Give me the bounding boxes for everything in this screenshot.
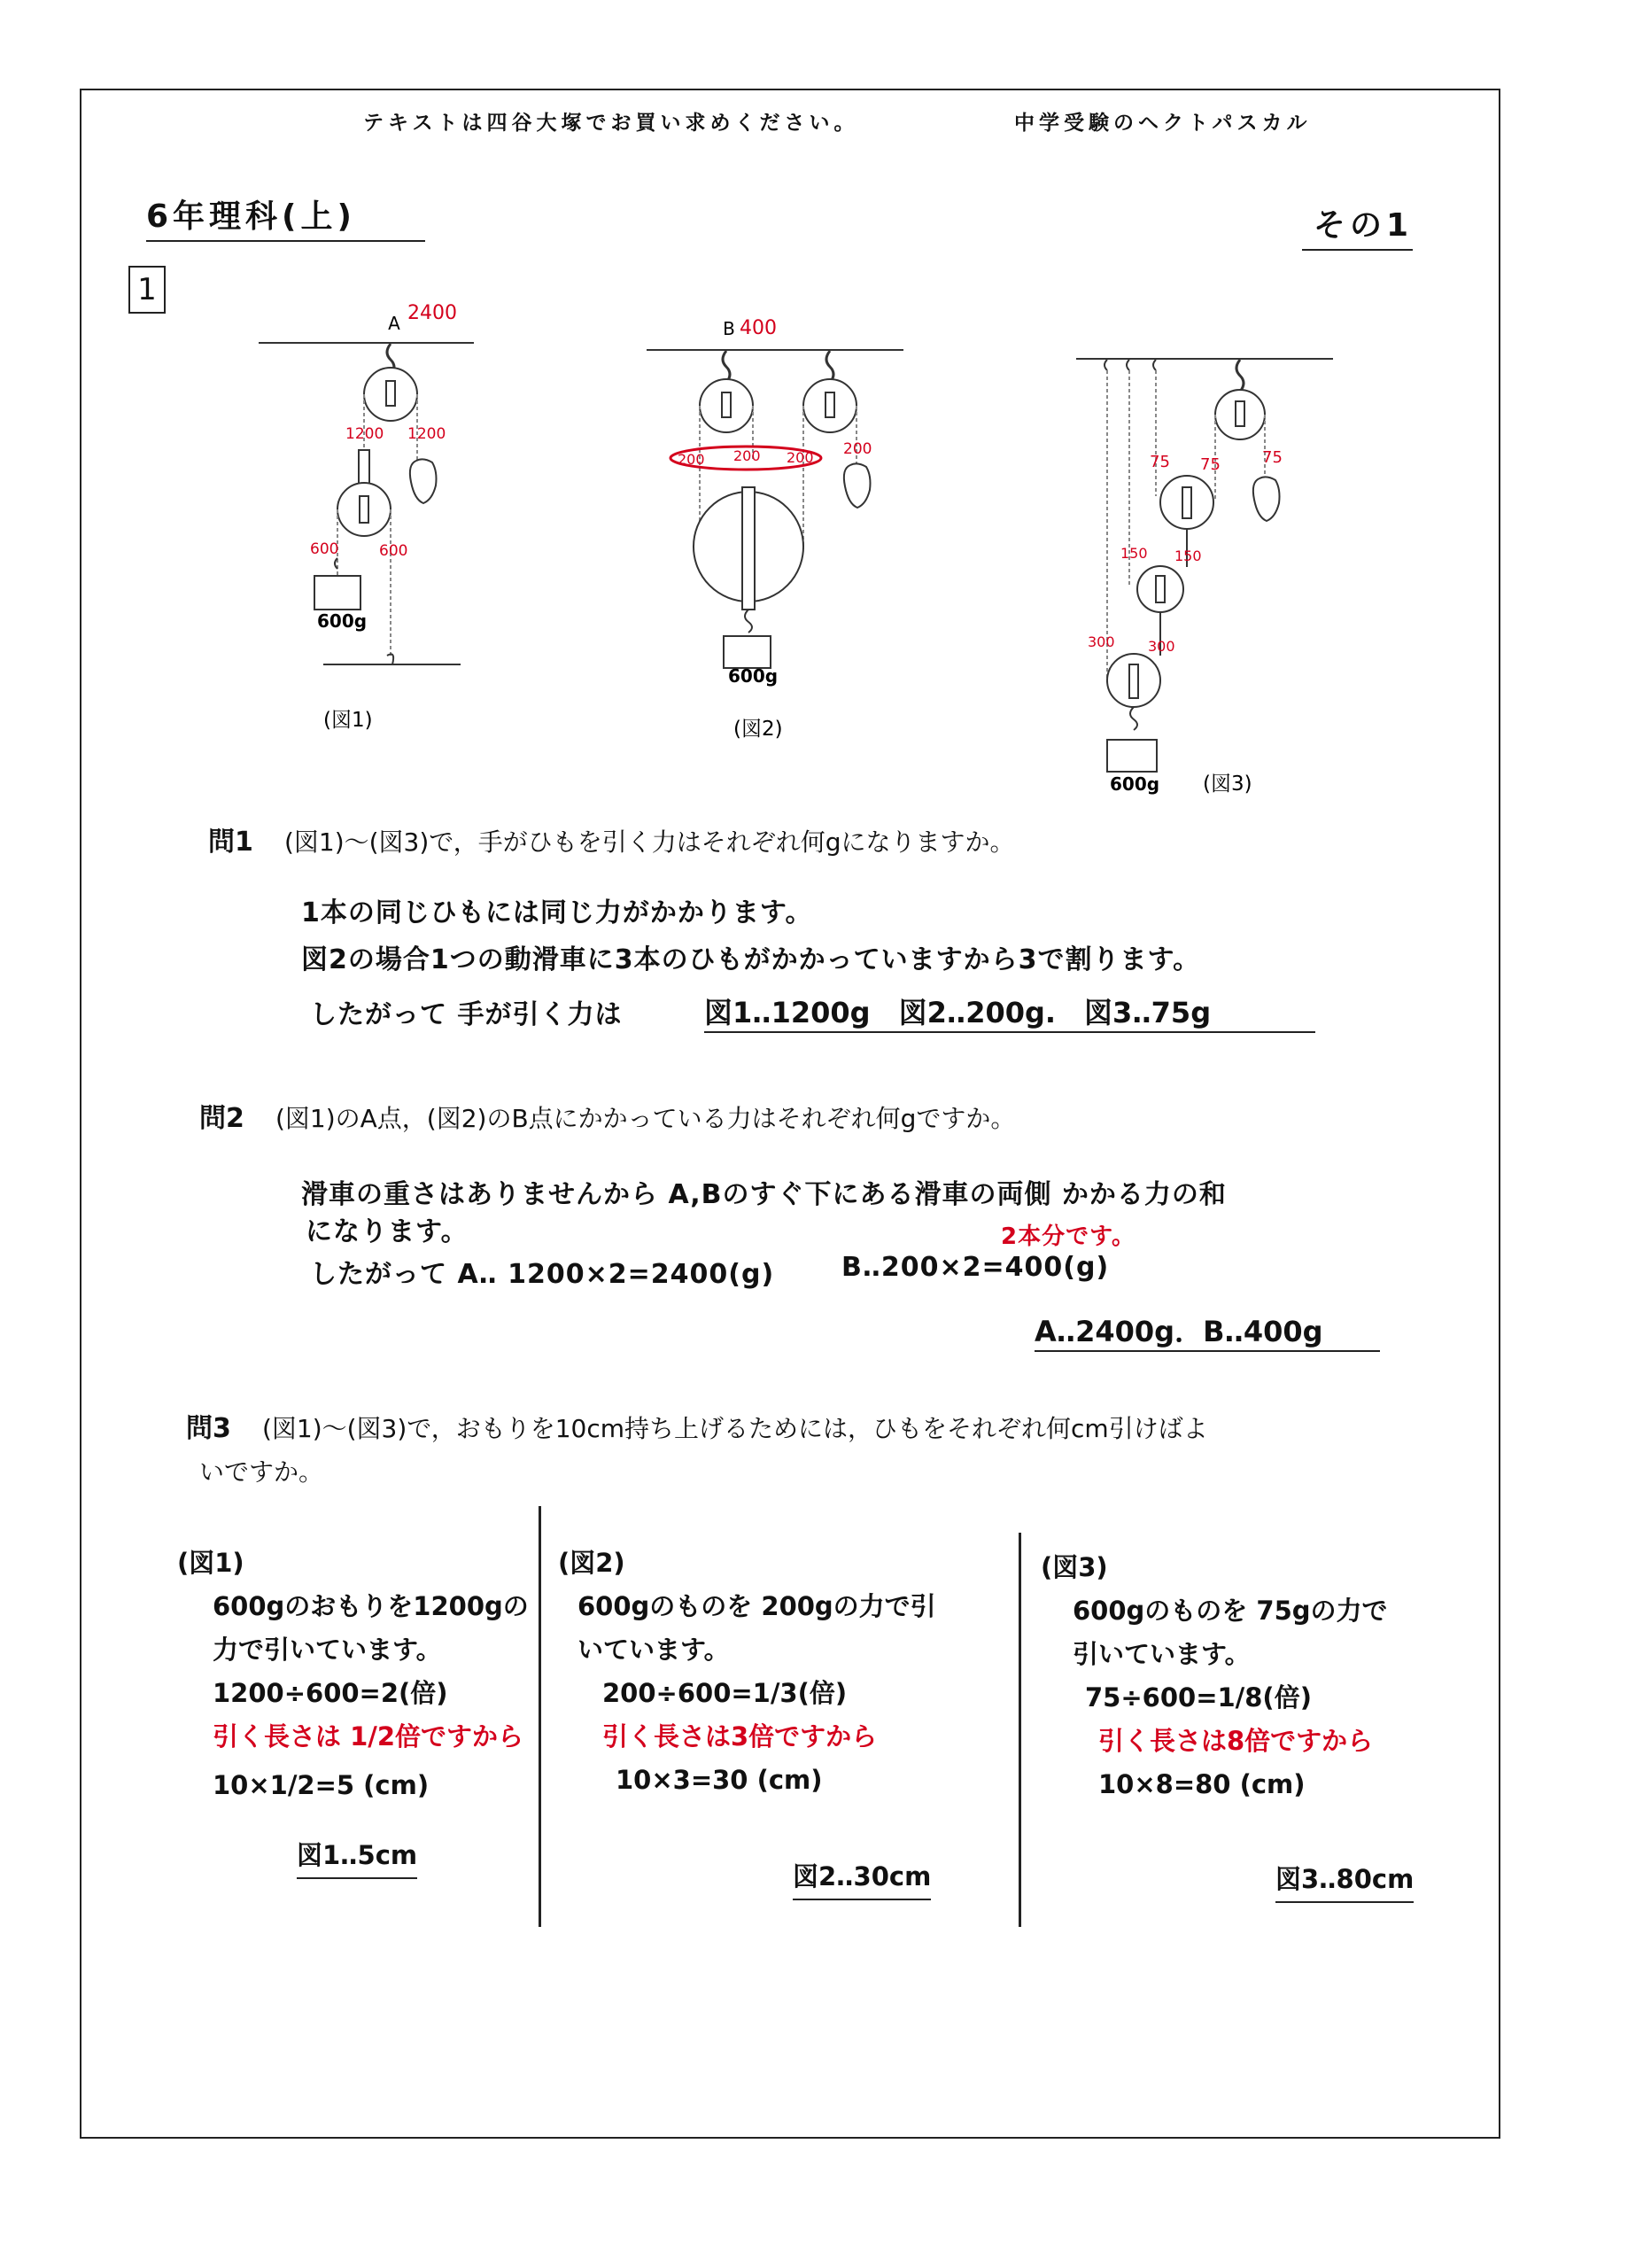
q2-explanation-3a: したがって A‥ 1200×2=2400(g)	[310, 1259, 775, 1290]
figure-2	[647, 350, 903, 668]
q3-column-fig2	[558, 1542, 1010, 1900]
column-divider-2	[1019, 1533, 1021, 1927]
fig2-right-value: 200	[843, 440, 872, 458]
q2-explanation-2: になります。	[306, 1216, 469, 1247]
q2-answer: A‥2400g．B‥400g	[1035, 1309, 1380, 1352]
fig2-caption: (図2)	[733, 718, 783, 741]
q3-text-2: いですか。	[199, 1457, 324, 1487]
col1-head: (図1)	[177, 1548, 244, 1578]
q1-answer: 図1‥1200g 図2‥200g. 図3‥75g	[704, 990, 1315, 1033]
fig1-point-label: A	[388, 313, 400, 334]
q2-label: 問2	[199, 1103, 244, 1134]
publisher-name: 中学受験のヘクトパスカル	[1014, 112, 1312, 135]
problem-number-box: 1	[128, 266, 166, 314]
fig3-mid-value-1: 150	[1120, 545, 1148, 562]
col3-line1: 600gのものを 75gの力で	[1073, 1596, 1388, 1626]
fig1-upper-left: 1200	[345, 425, 384, 443]
question-1	[208, 819, 1015, 858]
q3-column-fig3	[1041, 1546, 1484, 1903]
q3-text-1: (図1)～(図3)で，おもりを10cm持ち上げるためには，ひもをそれぞれ何cm引けばよ	[261, 1414, 1208, 1443]
fig1-upper-right: 1200	[407, 425, 446, 443]
col2-head: (図2)	[558, 1548, 625, 1578]
col3-line5: 10×8=80 (cm)	[1098, 1769, 1306, 1799]
col1-line4: 引く長さは 1/2倍ですから	[213, 1721, 524, 1751]
q2-explanation-3b: B‥200×2=400(g)	[841, 1252, 1110, 1283]
col1-line1: 600gのおもりを1200gの	[213, 1591, 529, 1621]
fig3-top-value-1: 75	[1150, 453, 1170, 471]
fig1-lower-left: 600	[310, 540, 339, 558]
col3-answer: 図3‥80cm	[1275, 1858, 1414, 1903]
fig3-caption: (図3)	[1203, 773, 1252, 796]
col2-line3: 200÷600=1/3(倍)	[602, 1678, 848, 1708]
fig3-top-value-2: 75	[1200, 455, 1221, 474]
fig2-string-value-3: 200	[787, 449, 814, 466]
col3-line4: 引く長さは8倍ですから	[1098, 1726, 1374, 1756]
q3-label: 問3	[186, 1413, 231, 1444]
question-2	[199, 1096, 1015, 1135]
q1-explanation-2: 図2の場合1つの動滑車に3本のひもがかかっていますから3で割ります。	[301, 944, 1201, 975]
col1-answer: 図1‥5cm	[297, 1834, 417, 1879]
col2-line4: 引く長さは3倍ですから	[602, 1721, 878, 1751]
col1-line5: 10×1/2=5 (cm)	[213, 1770, 430, 1800]
col2-line2: いています。	[577, 1635, 730, 1665]
col2-answer: 図2‥30cm	[793, 1855, 931, 1900]
q3-column-fig1	[177, 1542, 531, 1879]
q2-text: (図1)のA点，(図2)のB点にかかっている力はそれぞれ何gですか。	[275, 1104, 1016, 1133]
col2-line5: 10×3=30 (cm)	[616, 1765, 823, 1795]
fig2-point-label: B	[723, 318, 735, 339]
q2-explanation-1: 滑車の重さはありませんから A,Bのすぐ下にある滑車の両側 かかる力の和	[301, 1179, 1227, 1210]
fig2-string-value-1: 200	[678, 451, 705, 468]
fig3-mid-value-2: 150	[1174, 548, 1202, 564]
q2-note: 2本分です。	[1001, 1223, 1136, 1250]
col1-line3: 1200÷600=2(倍)	[213, 1678, 448, 1708]
q1-explanation-1: 1本の同じひもには同じ力がかかります。	[301, 897, 813, 928]
fig1-caption: (図1)	[323, 709, 373, 732]
col3-head: (図3)	[1041, 1552, 1108, 1582]
fig3-top-value-3: 75	[1262, 448, 1283, 467]
q1-text: (図1)～(図3)で，手がひもを引く力はそれぞれ何gになりますか。	[283, 827, 1015, 857]
fig2-string-value-2: 200	[733, 447, 761, 464]
fig1-lower-right: 600	[379, 542, 408, 560]
q1-label: 問1	[208, 827, 253, 858]
figure-3	[1076, 359, 1333, 772]
sheet-number: その1	[1302, 200, 1413, 251]
column-divider-1	[539, 1506, 541, 1927]
pulley-figures	[0, 0, 1651, 815]
col2-line1: 600gのものを 200gの力で引	[577, 1591, 936, 1621]
q1-explanation-3: したがって 手が引く力は	[310, 999, 623, 1030]
fig3-weight: 600g	[1110, 773, 1160, 795]
question-3	[186, 1406, 1208, 1445]
store-notice: テキストは四谷大塚でお買い求めください。	[363, 112, 859, 135]
fig1-point-value: 2400	[407, 302, 457, 324]
col3-line2: 引いています。	[1073, 1639, 1251, 1669]
fig3-low-value-1: 300	[1088, 633, 1115, 650]
col3-line3: 75÷600=1/8(倍)	[1085, 1682, 1312, 1713]
col1-line2: 力で引いています。	[213, 1635, 442, 1665]
fig2-weight: 600g	[728, 665, 779, 687]
fig3-low-value-2: 300	[1148, 638, 1175, 655]
fig2-point-value: 400	[740, 317, 777, 339]
fig1-weight: 600g	[317, 610, 368, 632]
subject-title: 6年理科(上)	[146, 191, 425, 242]
